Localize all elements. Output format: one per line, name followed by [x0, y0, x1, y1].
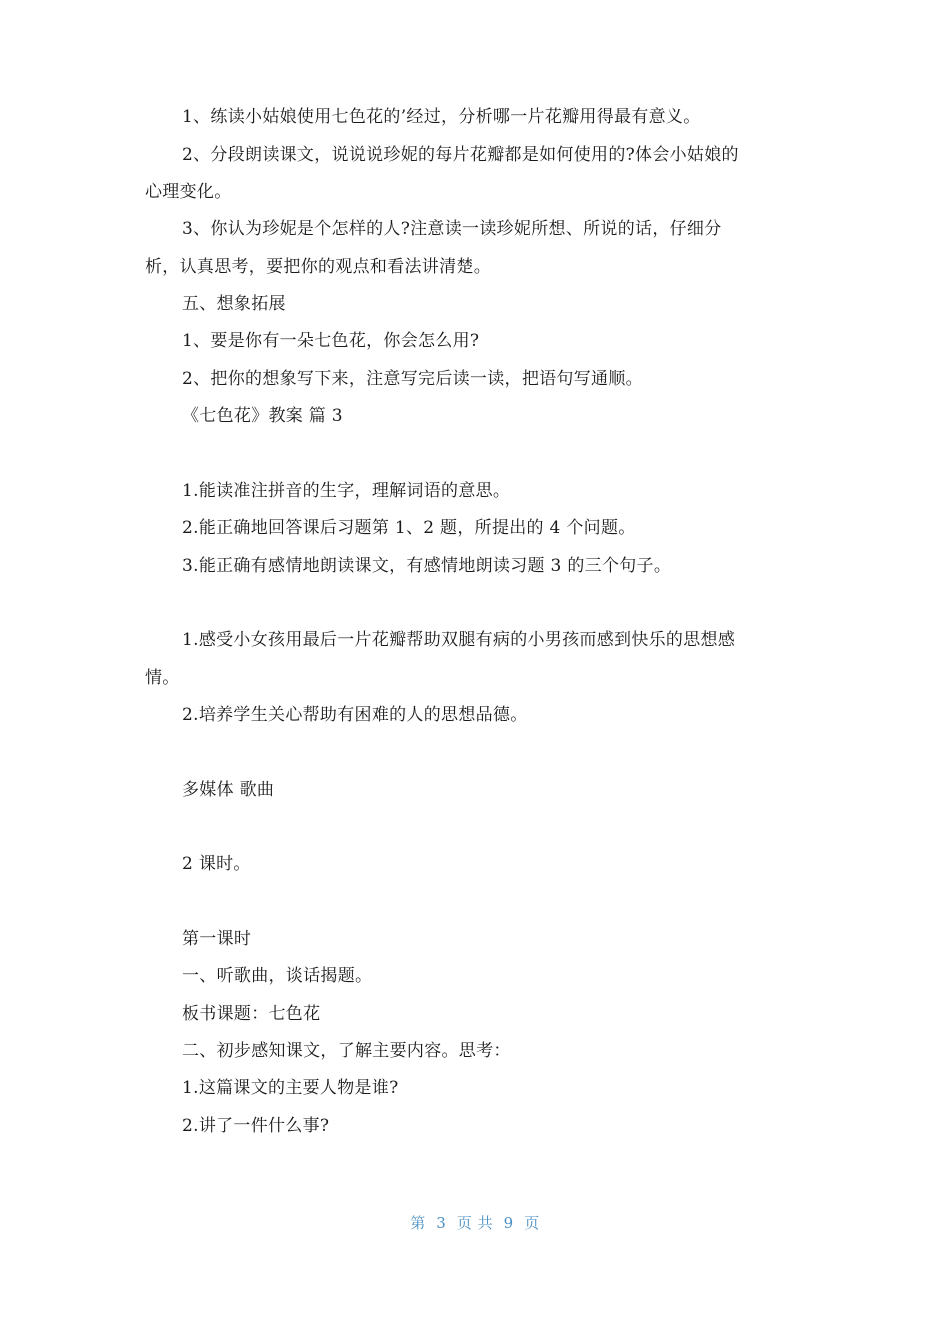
text-line: 2、把你的想象写下来，注意写完后读一读，把语句写通顺。: [182, 369, 643, 389]
text-line: 多媒体 歌曲: [182, 780, 275, 800]
text-line: 2.培养学生关心帮助有困难的人的思想品德。: [182, 705, 528, 725]
text-line: 心理变化。: [145, 182, 232, 202]
text-line: 3、你认为珍妮是个怎样的人?注意读一读珍妮所想、所说的话，仔细分: [182, 219, 722, 239]
text-line: 1.能读准注拼音的生字，理解词语的意思。: [182, 481, 511, 501]
text-line: 3.能正确有感情地朗读课文，有感情地朗读习题 3 的三个句子。: [182, 556, 672, 576]
text-line: 情。: [145, 668, 180, 688]
text-line: 板书课题：七色花: [182, 1004, 321, 1024]
text-line: 2.讲了一件什么事?: [182, 1116, 330, 1136]
page-number-footer: 第 3 页 共 9 页: [410, 1214, 540, 1232]
text-line: 一、听歌曲，谈话揭题。: [182, 966, 373, 986]
section-heading: 五、想象拓展: [182, 294, 286, 314]
text-line: 2 课时。: [182, 854, 251, 874]
text-line: 1.这篇课文的主要人物是谁?: [182, 1078, 399, 1098]
text-line: 二、初步感知课文，了解主要内容。思考：: [182, 1041, 511, 1061]
text-line: 1.感受小女孩用最后一片花瓣帮助双腿有病的小男孩而感到快乐的思想感: [182, 630, 736, 650]
text-line: 2、分段朗读课文，说说说珍妮的每片花瓣都是如何使用的?体会小姑娘的: [182, 145, 739, 165]
section-title: 《七色花》教案 篇 3: [182, 406, 343, 426]
text-line: 1、要是你有一朵七色花，你会怎么用?: [182, 331, 480, 351]
text-line: 2.能正确地回答课后习题第 1、2 题，所提出的 4 个问题。: [182, 518, 636, 538]
section-heading: 第一课时: [182, 929, 252, 949]
text-line: 1、练读小姑娘使用七色花的’经过，分析哪一片花瓣用得最有意义。: [182, 107, 701, 127]
text-line: 析，认真思考，要把你的观点和看法讲清楚。: [145, 257, 491, 277]
